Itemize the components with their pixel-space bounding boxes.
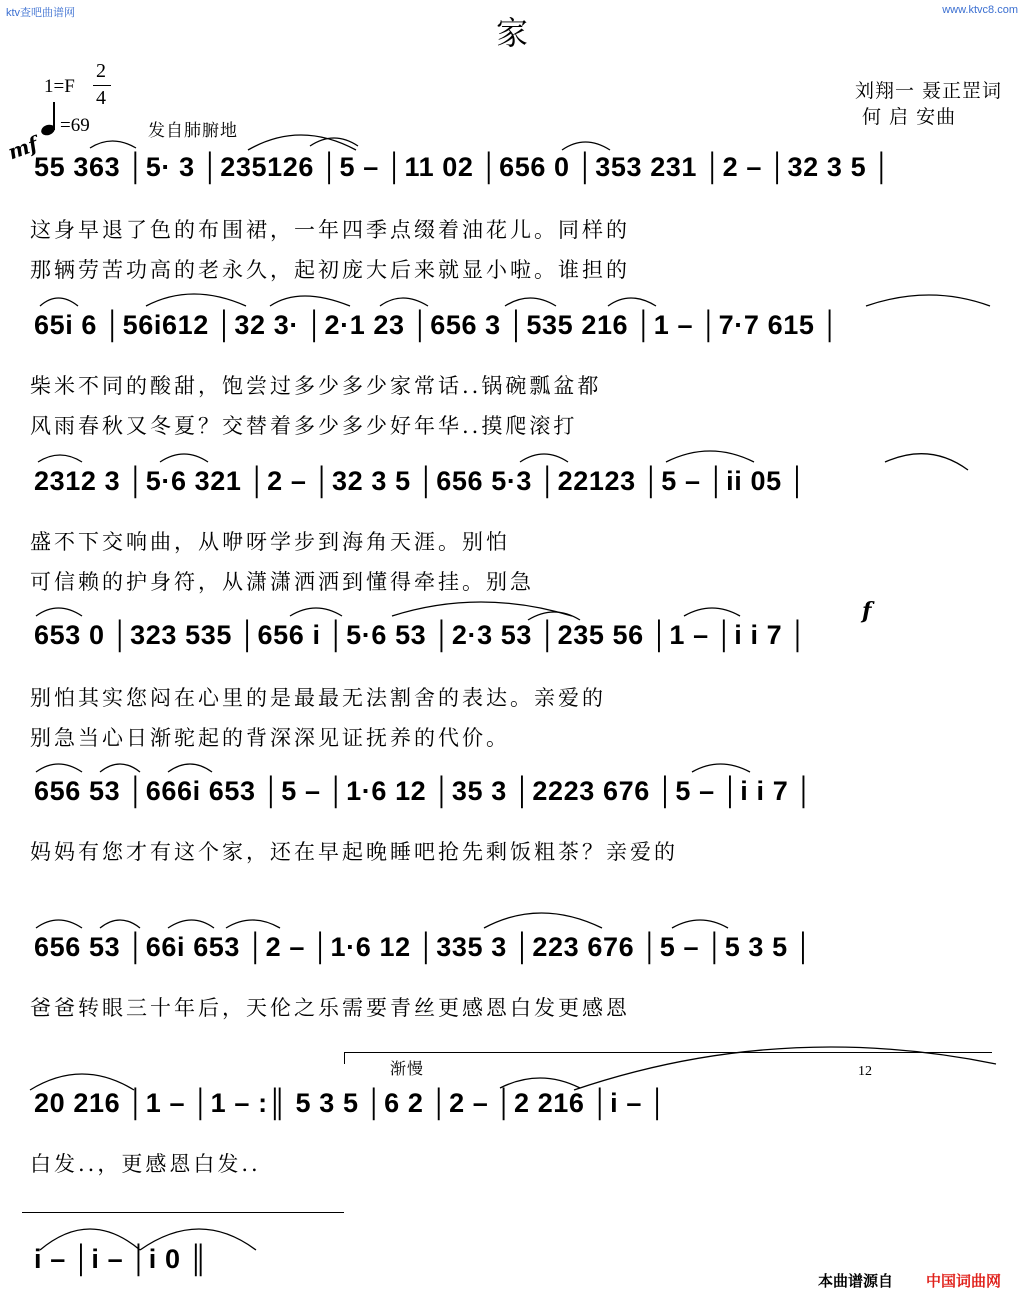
system-1-lyric-1: 这身早退了色的布围裙，一年四季点缀着油花儿。同样的 (30, 218, 630, 242)
system-3-lyric-2: 可信赖的护身符，从潇潇洒洒到懂得牵挂。别急 (30, 570, 534, 594)
system-4-lyric-2: 别急当心日渐驼起的背深深见证抚养的代价。 (30, 726, 510, 750)
system-4-notes: 653 0 │323 535 │656 i │5·6 53 │2·3 53 │235 56 │1 – │i i 7 │ (34, 620, 808, 650)
ending-number: 12 (858, 1064, 872, 1079)
key-signature: 1=F (44, 76, 75, 97)
tempo-marking: =69 (60, 115, 90, 136)
dynamic-mf: mf (4, 131, 41, 165)
watermark-left: ktv查吧曲谱网 (6, 7, 76, 19)
footer-site-link[interactable]: 中国词曲网 (926, 1273, 1002, 1290)
system-7-lyric-1: 白发..，更感恩白发.. (30, 1152, 261, 1176)
system-7-notes: 20 216 │1 – │1 – :║ 5 3 5 │6 2 │2 – │2 216 │i – │ (34, 1088, 668, 1118)
system-2-lyric-1: 柴米不同的酸甜，饱尝过多少多少家常话..锅碗瓢盆都 (30, 374, 602, 398)
system-2-notes: 65i 6 │56i612 │32 3· │2·1 23 │656 3 │535 216 │1 – │7·7 615 │ (34, 310, 841, 340)
system-8-notes: i – │i – │i 0 ║ (34, 1244, 209, 1274)
system-3-lyric-1: 盛不下交响曲，从咿呀学步到海角天涯。别怕 (30, 530, 510, 554)
footer-source: 本曲谱源自 (818, 1273, 894, 1290)
system-5-notes: 656 53 │666i 653 │5 – │1·6 12 │35 3 │2223 676 │5 – │i i 7 │ (34, 776, 814, 806)
system-6-notes: 656 53 │66i 653 │2 – │1·6 12 │335 3 │223 676 │5 – │5 3 5 │ (34, 932, 814, 962)
composer-credit: 何 启 安曲 (862, 106, 957, 128)
dynamic-f: f (862, 598, 872, 624)
time-signature-bottom: 4 (96, 87, 106, 109)
system-6-lyric-1: 爸爸转眼三十年后，天伦之乐需要青丝更感恩白发更感恩 (30, 996, 630, 1020)
system-3-notes: 2312 3 │5·6 321 │2 – │32 3 5 │656 5·3 │22123 │5 – │ii 05 │ (34, 466, 808, 496)
expression-marking: 发自肺腑地 (148, 121, 238, 141)
system-4-lyric-1: 别怕其实您闷在心里的是最最无法割舍的表达。亲爱的 (30, 686, 606, 710)
system-1-lyric-2: 那辆劳苦功高的老永久，起初庞大后来就显小啦。谁担的 (30, 258, 630, 282)
ritardando-marking: 渐慢 (390, 1059, 425, 1078)
lyricist-credit: 刘翔一 聂正罡词 (855, 80, 1003, 102)
song-title: 家 (495, 14, 528, 52)
system-5-lyric-1: 妈妈有您才有这个家，还在早起晚睡吧抢先剩饭粗茶？亲爱的 (30, 840, 678, 864)
system-1-notes: 55 363 │5· 3 │235126 │5 – │11 02 │656 0 │353 231 │2 – │32 3 5 │ (34, 152, 892, 182)
watermark-right: www.ktvc8.com (942, 4, 1018, 16)
time-signature-top: 2 (96, 60, 106, 82)
system-2-lyric-2: 风雨春秋又冬夏？交替着多少多少好年华..摸爬滚打 (30, 414, 578, 438)
